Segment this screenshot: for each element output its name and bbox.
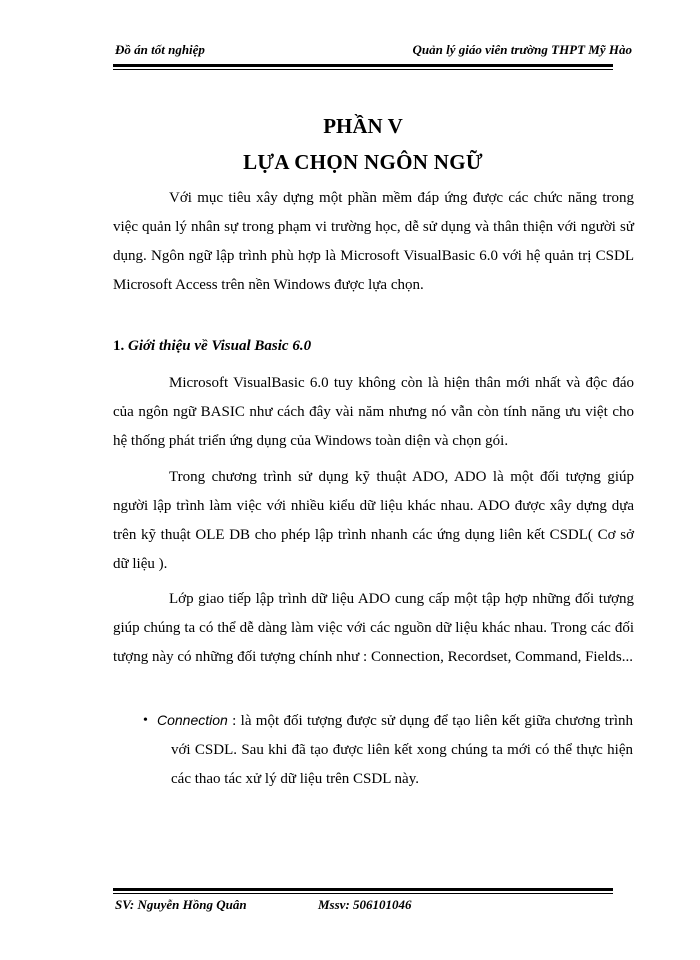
chapter-title: LỰA CHỌN NGÔN NGỮ <box>243 150 483 174</box>
intro-paragraph: Với mục tiêu xây dựng một phần mềm đáp ứng được các chức năng trong việc quản lý nhân sự trong phạm vi trường học, dễ sử dụng và thân thiện với người sử dụng. Ngôn ngữ lập trình phù hợp là Microsoft VisualBasic 6.0 với hệ quản trị CSDL Microsoft Access trên nền Windows được lựa chọn. <box>113 190 634 293</box>
footer-divider <box>113 888 613 894</box>
section-title: Giới thiệu về Visual Basic 6.0 <box>128 338 312 354</box>
bullet-text: : là một đối tượng được sử dụng để tạo liên kết giữa chương trình với CSDL. Sau khi đã tạo được liên kết xong chúng ta mới có thể thực hiện các thao tác xử lý dữ liệu trên CSDL này. <box>171 713 633 787</box>
header-left: Đồ án tốt nghiệp <box>115 42 205 57</box>
bullet-list <box>143 706 633 794</box>
header-divider <box>113 64 613 70</box>
bullet-term: Connection <box>157 712 228 728</box>
footer-student-id: Mssv: 506101046 <box>318 897 412 912</box>
paragraph-ado-objects: Lớp giao tiếp lập trình dữ liệu ADO cung cấp một tập hợp những đối tượng giúp chúng ta có thể dễ dàng làm việc với các nguồn dữ liệu khác nhau. Trong các đối tượng này có những đối tượng chính như : Connection, Recordset, Command, Fields... <box>113 591 634 665</box>
section-number: 1. <box>113 338 125 354</box>
header-right: Quản lý giáo viên trường THPT Mỹ Hào <box>412 42 632 57</box>
paragraph-ado: Trong chương trình sử dụng kỹ thuật ADO, ADO là một đối tượng giúp người lập trình làm việc với nhiều kiểu dữ liệu khác nhau. ADO được xây dựng dựa trên kỹ thuật OLE DB cho phép lập trình nhanh các ứng dụng liên kết CSDL( Cơ sở dữ liệu ). <box>113 469 634 572</box>
bullet-item <box>157 706 633 794</box>
part-title: PHẦN V <box>323 114 403 138</box>
bullet-marker: • <box>143 713 148 728</box>
footer-student: SV: Nguyễn Hồng Quân <box>115 897 247 912</box>
paragraph-visualbasic: Microsoft VisualBasic 6.0 tuy không còn là hiện thân mới nhất và độc đáo của ngôn ngữ BASIC như cách đây vài năm nhưng nó vẫn còn tính năng ưu việt cho hệ thống phát triển ứng dụng của Windows toàn diện và chọn gói. <box>113 375 634 449</box>
section-heading <box>113 338 311 355</box>
